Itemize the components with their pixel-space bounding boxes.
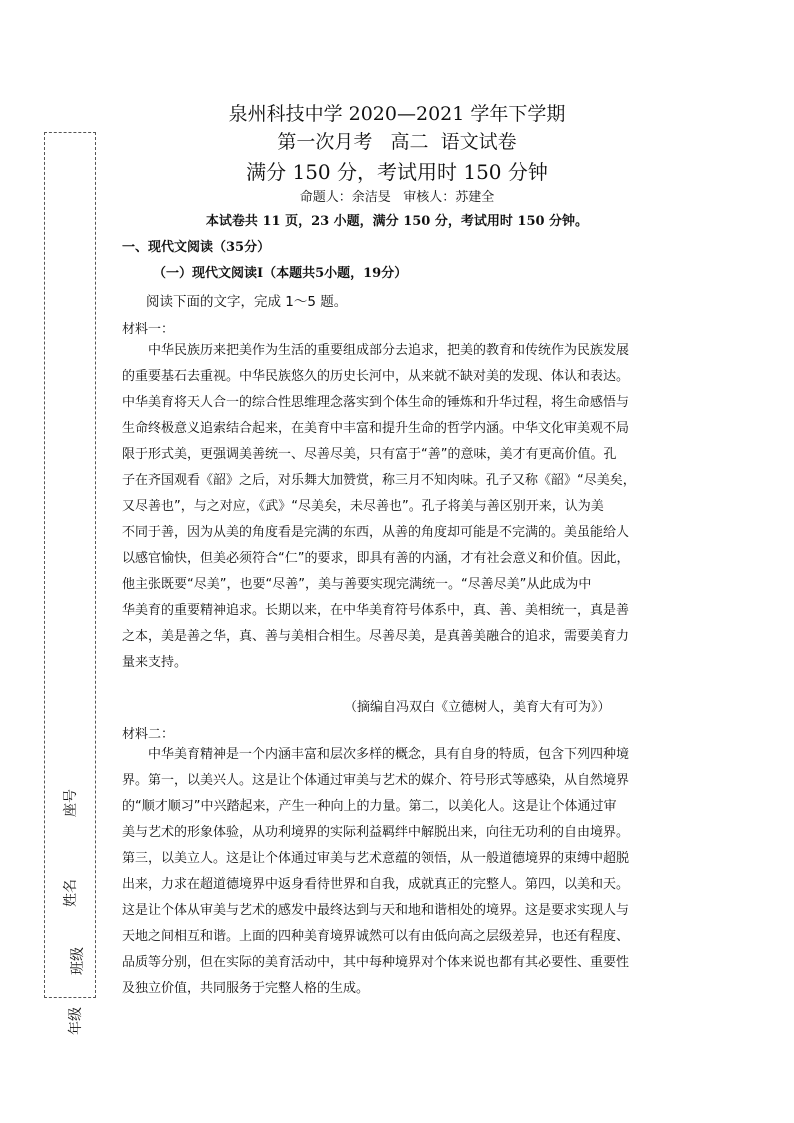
section-title: 一、现代文阅读（35分） bbox=[122, 240, 271, 255]
text-line: 之本，美是善之华，真、善与美相合相生。尽善尽美，是真善美融合的追求，需要美育力 bbox=[122, 629, 630, 644]
text-line: 中华美育精神是一个内涵丰富和层次多样的概念，具有自身的特质，包含下列四种境 bbox=[122, 747, 630, 762]
text-line: 以感官愉快，但美必须符合“仁”的要求，即具有善的内涵，才有社会意义和价值。因此， bbox=[122, 551, 630, 566]
material-1-text bbox=[122, 338, 677, 676]
text-line: 生命终极意义追索结合起来，在美育中丰富和提升生命的哲学内涵。中华文化审美观不局 bbox=[122, 421, 630, 436]
seat-label: 座号 bbox=[63, 789, 79, 817]
text-line: 限于形式美，更强调美善统一、尽善尽美，只有富于“善”的意味，美才有更高价值。孔 bbox=[122, 447, 617, 462]
exam-title: 泉州科技中学 2020—2021 学年下学期 bbox=[228, 103, 566, 125]
text-line: 及独立价值，共同服务于完整人格的生成。 bbox=[122, 981, 370, 996]
text-line: 出来，力求在超道德境界中返身看待世界和自我，成就真正的完整人。第四，以美和天。 bbox=[122, 877, 630, 892]
text-line: 量来支持。 bbox=[122, 655, 188, 670]
material-1-source: （摘编自冯双白《立德树人，美育大有可为》） bbox=[344, 700, 611, 715]
authors: 命题人：余洁旻 审核人：苏建全 bbox=[299, 190, 495, 205]
text-line: 的“顺才顺习”中兴踏起来，产生一种向上的力量。第二，以美化人。这是让个体通过审 bbox=[122, 799, 617, 814]
text-line: 界。第一，以美兴人。这是让个体通过审美与艺术的媒介、符号形式等感染，从自然境界 bbox=[122, 773, 630, 788]
text-line: 中华民族历来把美作为生活的重要组成部分去追求，把美的教育和传统作为民族发展 bbox=[122, 343, 630, 358]
text-line: 天地之间相互和谐。上面的四种美育境界诚然可以有由低向高之层级差异，也还有程度、 bbox=[122, 929, 630, 944]
text-line: 这是让个体从审美与艺术的感发中最终达到与天和地和谐相处的境界。这是要求实现人与 bbox=[122, 903, 630, 918]
grade-label: 年级 bbox=[68, 1007, 84, 1035]
text-line: 美与艺术的形象体验，从功利境界的实际利益羁绊中解脱出来，向往无功利的自由境界。 bbox=[122, 825, 630, 840]
subsection-title: （一）现代文阅读I（本题共5小题，19分） bbox=[153, 266, 408, 281]
text-line: 品质等分别，但在实际的美育活动中，其中每种境界对个体来说也都有其必要性、重要性 bbox=[122, 955, 630, 970]
text-line: 子在齐国观看《韶》之后，对乐舞大加赞赏，称三月不知肉味。孔子又称《韶》“尽美矣， bbox=[122, 473, 636, 488]
material-1-label: 材料一： bbox=[122, 322, 175, 337]
paper-summary: 本试卷共 11 页，23 小题，满分 150 分，考试用时 150 分钟。 bbox=[205, 214, 589, 229]
text-line: 华美育的重要精神追求。长期以来，在中华美育符号体系中，真、善、美相统一，真是善 bbox=[122, 603, 630, 618]
text-line: 的重要基石去重视。中华民族悠久的历史长河中，从来就不缺对美的发现、体认和表达。 bbox=[122, 369, 630, 384]
score-time: 满分 150 分，考试用时 150 分钟 bbox=[246, 160, 548, 184]
text-line: 第三，以美立人。这是让个体通过审美与艺术意蕴的领悟，从一般道德境界的束缚中超脱 bbox=[122, 851, 630, 866]
text-line: 中华美育将天人合一的综合性思维理念落实到个体生命的锤炼和升华过程，将生命感悟与 bbox=[122, 395, 630, 410]
binding-margin bbox=[44, 132, 96, 1035]
text-line: 又尽善也”，与之对应，《武》“尽美矣，未尽善也”。孔子将美与善区别开来，认为美 bbox=[122, 499, 604, 514]
class-label: 班级 bbox=[70, 947, 86, 975]
material-2-text bbox=[122, 742, 677, 1002]
material-2-label: 材料二： bbox=[122, 727, 175, 742]
exam-subtitle: 第一次月考 高二 语文试卷 bbox=[277, 131, 517, 153]
name-label: 姓名 bbox=[63, 879, 79, 907]
text-line: 他主张既要“尽美”，也要“尽善”，美与善要实现完满统一。“尽善尽美”从此成为中 bbox=[122, 577, 592, 592]
instruction: 阅读下面的文字，完成 1～5 题。 bbox=[146, 294, 348, 310]
text-line: 不同于善，因为从美的角度看是完满的东西，从善的角度却可能是不完满的。美虽能给人 bbox=[122, 525, 630, 540]
